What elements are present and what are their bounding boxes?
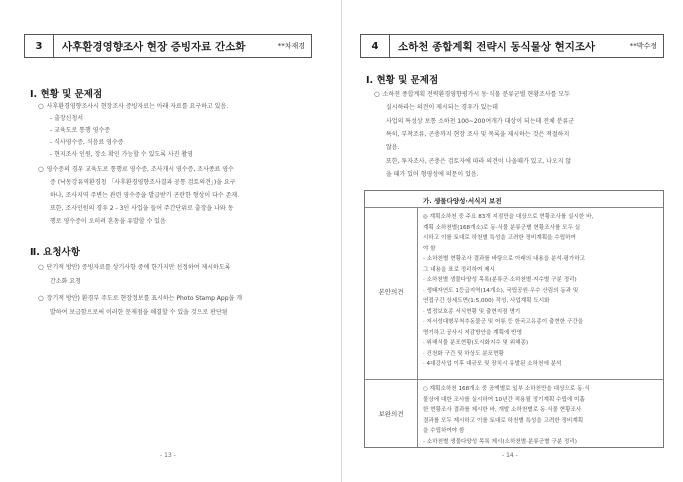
row2-line-3: 결과를 모두 제시하고 이를 토대로 하천별 특성을 고려한 정비계획 xyxy=(423,417,584,424)
left-s1-line-3: - 식사영수증, 식음료 영수증 xyxy=(50,139,124,146)
right-s1-line-2: 사업의 특성상 보통 소하천 100~200여개가 대상이 되는데 전체 분류군 xyxy=(386,118,575,125)
left-title-box xyxy=(24,34,312,58)
row1-line-13: · 건천화 구간 및 하상도 분포현황 xyxy=(423,350,504,357)
right-s1-line-1: 실시하라는 의견이 제시되는 경우가 있는데 xyxy=(386,104,498,111)
left-section2-heading: Ⅱ. 요청사항 xyxy=(30,247,80,258)
left-title-number: 3 xyxy=(25,35,54,57)
row1-line-7: · 생태자연도 1등급지역(14개소), 국립공원·우수 산림의 동과 및 xyxy=(423,287,579,294)
right-s1-line-0: ○ 소하천 종합계획 전략환경영향평가시 동·식물 분류군별 현황조사를 모두 xyxy=(374,90,570,98)
table-row-divider xyxy=(365,379,663,380)
row1-line-0: ◎ 계획소하천 중 주요 83개 지점만을 대상으로 현황조사를 실시한 바, xyxy=(423,214,594,220)
row2-line-1: 물상에 대한 조사를 실시하여 10년간 적용될 정기계획 수립에 미흡 xyxy=(423,396,585,403)
left-s1-line-7: 하나, 조사지역 주변는 관련 영수증을 발급받기 곤란한 형상이 다수 존재. xyxy=(50,192,240,199)
row2-line-4: 을 수립하여야 함 xyxy=(423,428,465,434)
row2-line-2: 한 현황조사 결과를 제시한 바, 개발 소하천별로 동·식물 현황조사 xyxy=(423,407,582,413)
row2-line-0: ○ 계획소하천 168개소 중 공액별로 일부 소하천만을 대상으로 동·식 xyxy=(423,386,590,392)
right-section1-heading: Ⅰ. 현황 및 문제점 xyxy=(366,75,439,86)
row1-line-1: 계획 소하천별(168개소)로 동·식물 분류군별 현황조사를 모두 실 xyxy=(423,224,581,231)
right-title-number: 4 xyxy=(361,35,390,57)
right-page-number: - 14 - xyxy=(502,452,518,459)
row1-line-3: 야 함 xyxy=(423,245,436,252)
left-section1-heading: Ⅰ. 현황 및 문제점 xyxy=(30,89,103,100)
row1-line-14: · 4대강사업 이후 대규모 및 장치시 유발된 소하천에 분석 xyxy=(423,361,562,367)
right-s1-line-5: 또한, 투자조사, 곤충은 검토자에 따라 의견이 나올때가 있고, 나오지 않 xyxy=(386,158,572,165)
row2-label: 보완의견 xyxy=(378,410,404,418)
left-page xyxy=(0,0,341,482)
right-s1-line-4: 않음. xyxy=(386,144,400,151)
right-title-box xyxy=(360,34,664,58)
left-s1-line-9: 행로 영수증이 오히려 혼동을 유발할 수 있음 xyxy=(50,218,166,225)
table-head-divider xyxy=(365,207,663,208)
right-s1-line-6: 을 때가 있어 형평성에 의문이 있음. xyxy=(386,171,479,178)
row1-line-8: 연접구간 상세도면(1:5,000) 작성, 사업계획 도시화 xyxy=(423,298,550,304)
row1-line-5: 그 내용을 표로 정리하여 제시 xyxy=(423,266,495,273)
left-s1-line-2: - 교육도로 통행 영수증 xyxy=(50,127,111,134)
row1-line-4: - 소하천별 현황조사 결과를 바탕으로 아래의 내용을 분석·평가하고 xyxy=(423,256,586,262)
left-page-number: - 13 - xyxy=(160,452,176,459)
left-s1-line-4: - 현지조사 인원, 장소 확인 가능할 수 있도록 사진 촬영 xyxy=(50,151,193,158)
opinion-table xyxy=(364,190,664,448)
row1-line-12: · 위해식물 분포현황(도시화지수 및 위해종) xyxy=(423,340,529,346)
row2-line-5: - 소하천별 생물다양성 목록 제시(소하천별·분류군별 구분 정리) xyxy=(423,438,577,445)
right-title-text: 소하천 종합계획 전략시 동식물상 현지조사 xyxy=(398,40,596,53)
row1-line-9: · 법정보호종 서식현황 및 출현지점 명기 xyxy=(423,308,521,315)
left-s1-line-8: 또한, 조사인원의 경우 2 - 3인 사업을 들어 주간단위로 출장을 나와 동 xyxy=(50,205,234,212)
table-column-divider xyxy=(417,207,418,447)
left-s2-line-3: 발하여 보급함으로써 이러한 문제점을 해결할 수 있을 것으로 판단됨 xyxy=(50,309,228,316)
row1-label: 본안의견 xyxy=(378,288,404,296)
left-s1-line-6: 증 (낙동강유역환경청 「사후환경영향조사결과 공통 검토의견」)을 요구 xyxy=(50,179,236,186)
row1-line-11: 명기하고 공사시 저감방안을 계획에 반영 xyxy=(423,329,522,336)
table-head: 가. 생물다양성·서식지 보전 xyxy=(423,197,502,205)
left-s2-line-2: ○ 장기적 방안) 환경부 주도로 현장정보를 표시하는 Photo Stamp App을 개 xyxy=(38,294,243,302)
left-title-text: 사후환경영향조사 현장 증빙자료 간소화 xyxy=(62,40,246,53)
right-page xyxy=(342,0,683,482)
left-title-author: **차재경 xyxy=(277,42,305,50)
left-s2-line-0: ○ 단기적 방안) 증빙자료를 상기사항 중에 한가지만 선정하여 제시하도록 xyxy=(38,263,231,271)
row1-line-2: 시하고 이를 토대로 하천별 특성을 고려한 정비계획을 수립하여 xyxy=(423,235,576,241)
left-s1-line-0: ○ 사후환경영향조사시 현장조사 증빙자료는 아래 자료를 요구하고 있음. xyxy=(38,102,229,110)
row1-line-6: · 소하천별 생물다양성 목록(분류군·소하천별·지수별 구분 정리) xyxy=(423,277,577,283)
left-s1-line-5: ○ 영수증의 경우 교육도로 통행료 영수증, 조사개시 영수증, 조사종료 영수 xyxy=(38,165,234,173)
left-s1-line-1: - 출장신청서 xyxy=(50,115,84,122)
left-s2-line-1: 간소화 요청 xyxy=(50,278,81,285)
right-s1-line-3: 특히, 부착조류, 곤충까지 현장 조사 및 목록을 제시하는 것은 적절하지 xyxy=(386,131,570,138)
right-title-author: **박수정 xyxy=(629,42,657,50)
row1-line-10: · 저서성대형무척추동물군 및 어류 등 한국고유종이 출현한 구간을 xyxy=(423,319,584,325)
